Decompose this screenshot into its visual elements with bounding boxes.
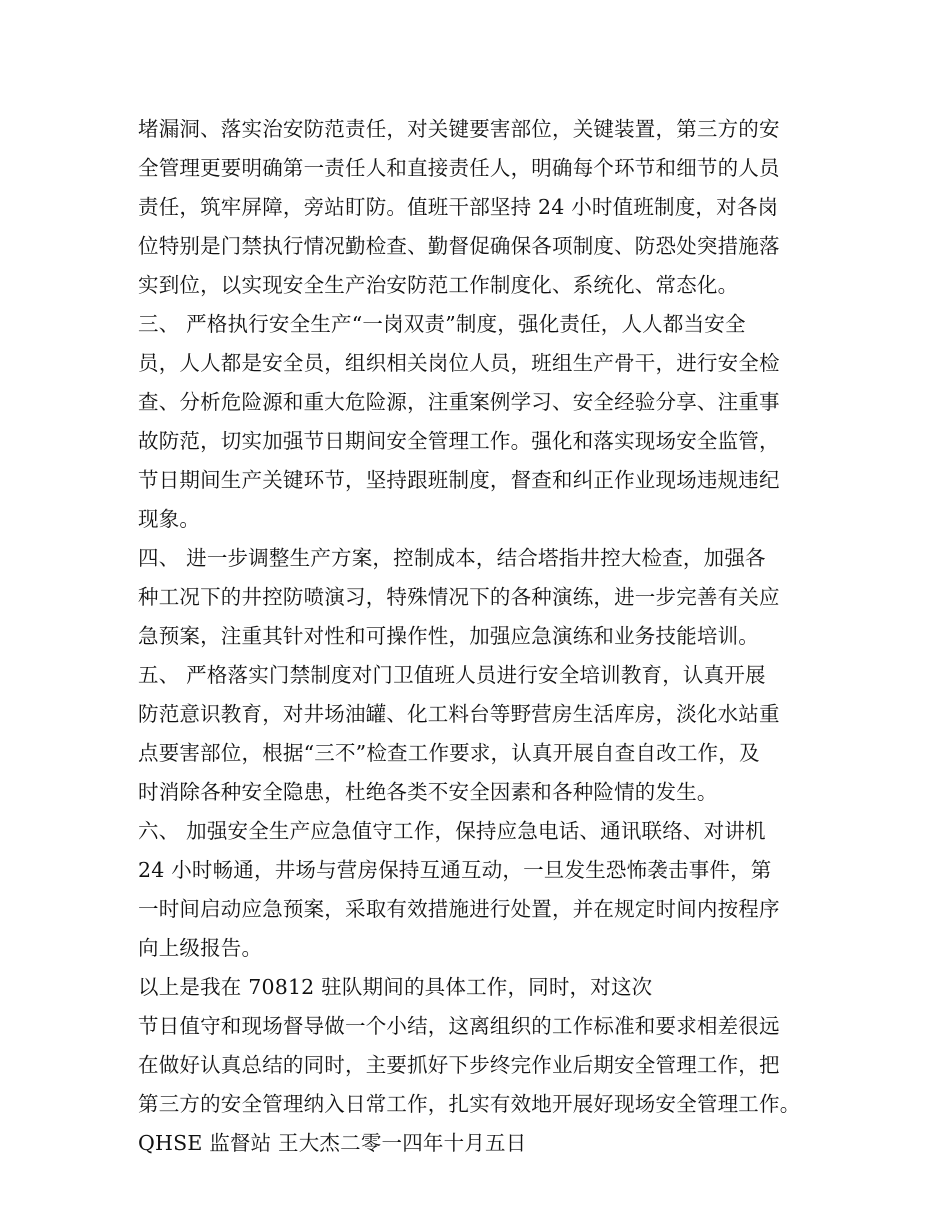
text-line: 时消除各种安全隐患，杜绝各类不安全因素和各种险情的发生。 — [138, 780, 718, 804]
text-line: 向上级报告。 — [138, 936, 263, 960]
signature-line: QHSE 监督站 王大杰二零一四年十月五日 — [138, 1131, 527, 1155]
section-3-heading-line: 三、 严格执行安全生产“一岗双责”制度，强化责任，人人都当安全 — [138, 312, 746, 336]
text-line: 节日值守和现场督导做一个小结，这离组织的工作标准和要求相差很远 — [138, 1014, 780, 1038]
text-line: 防范意识教育，对井场油罐、化工料台等野营房生活库房，淡化水站重 — [138, 702, 780, 726]
section-5-heading-line: 五、 严格落实门禁制度对门卫值班人员进行安全培训教育，认真开展 — [138, 663, 766, 687]
text-line: 堵漏洞、落实治安防范责任，对关键要害部位，关键装置，第三方的安 — [138, 117, 780, 141]
text-line: 种工况下的井控防喷演习，特殊情况下的各种演练，进一步完善有关应 — [138, 585, 780, 609]
text-line: 急预案，注重其针对性和可操作性，加强应急演练和业务技能培训。 — [138, 624, 759, 648]
text-line: 节日期间生产关键环节，坚持跟班制度，督查和纠正作业现场违规违纪 — [138, 468, 780, 492]
document-body — [138, 110, 838, 1163]
section-6-heading-line: 六、 加强安全生产应急值守工作，保持应急电话、通讯联络、对讲机 — [138, 819, 766, 843]
text-line: 查、分析危险源和重大危险源，注重案例学习、安全经验分享、注重事 — [138, 390, 780, 414]
section-4-heading-line: 四、 进一步调整生产方案，控制成本，结合塔指井控大检查，加强各 — [138, 546, 766, 570]
text-line: 实到位，以实现安全生产治安防范工作制度化、系统化、常态化。 — [138, 273, 739, 297]
summary-line: 以上是我在 70812 驻队期间的具体工作，同时，对这次 — [138, 975, 653, 999]
text-line: 24 小时畅通，井场与营房保持互通互动，一旦发生恐怖袭击事件，第 — [138, 858, 772, 882]
text-line: 在做好认真总结的同时，主要抓好下步终完作业后期安全管理工作，把 — [138, 1053, 780, 1077]
text-line: 位特别是门禁执行情况勤检查、勤督促确保各项制度、防恐处突措施落 — [138, 234, 780, 258]
text-line: 故防范，切实加强节日期间安全管理工作。强化和落实现场安全监管， — [138, 429, 780, 453]
text-line: 现象。 — [138, 507, 201, 531]
text-line: 责任，筑牢屏障，旁站盯防。值班干部坚持 24 小时值班制度，对各岗 — [138, 195, 779, 219]
text-line: 一时间启动应急预案，采取有效措施进行处置，并在规定时间内按程序 — [138, 897, 780, 921]
text-line: 第三方的安全管理纳入日常工作，扎实有效地开展好现场安全管理工作。 — [138, 1092, 801, 1116]
text-line: 全管理更要明确第一责任人和直接责任人，明确每个环节和细节的人员 — [138, 156, 780, 180]
text-line: 点要害部位，根据“三不”检查工作要求，认真开展自查自改工作，及 — [138, 741, 760, 765]
text-line: 员，人人都是安全员，组织相关岗位人员，班组生产骨干，进行安全检 — [138, 351, 780, 375]
